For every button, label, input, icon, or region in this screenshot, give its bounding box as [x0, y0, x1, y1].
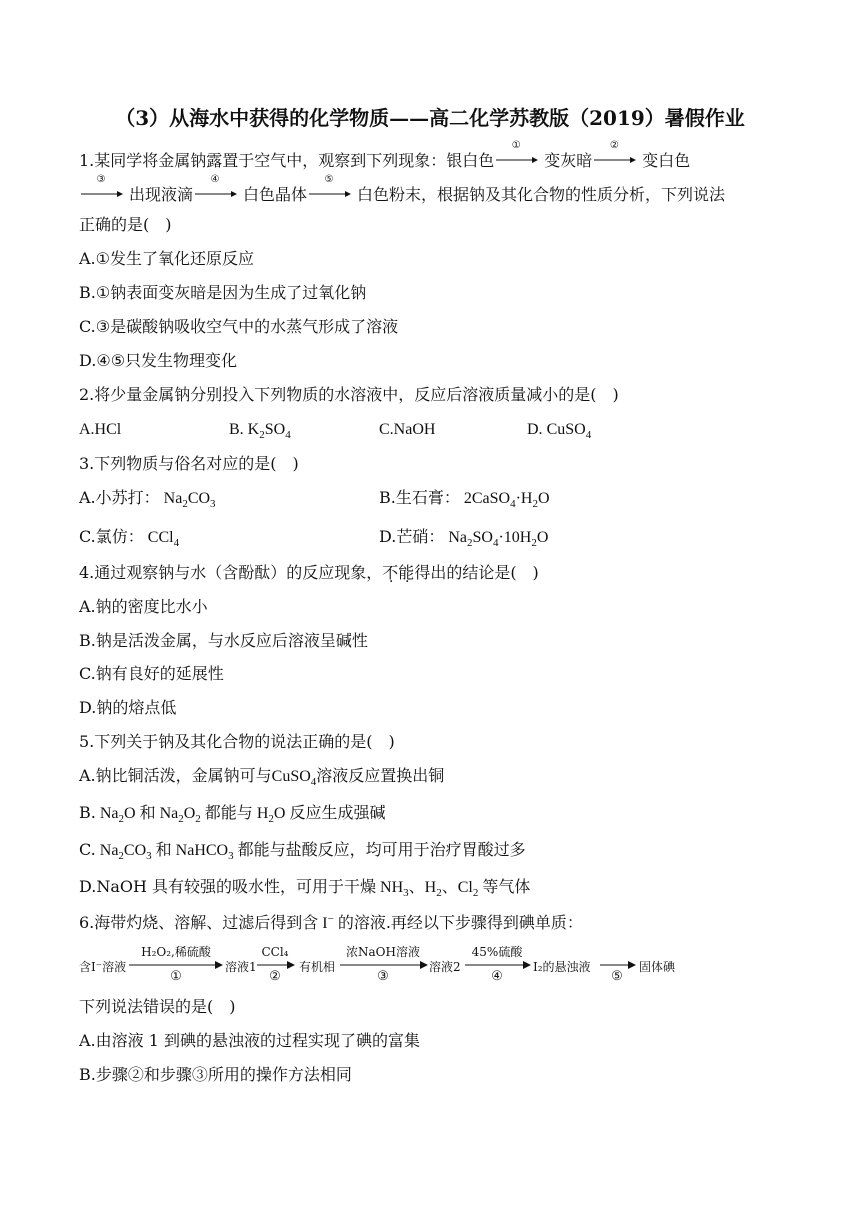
q5-b-f2-3: 2	[195, 813, 201, 825]
reaction-arrow-1	[496, 140, 542, 168]
flow-arrow-2-step: ②	[269, 969, 281, 984]
q1-state-droplets: 出现液滴	[129, 185, 194, 204]
reaction-arrow-2	[594, 140, 640, 168]
q3-option-b	[379, 488, 550, 509]
q3-stem: 3.下列物质与俗名对应的是( )	[79, 454, 299, 473]
q4-option-d: D.钠的熔点低	[79, 698, 177, 717]
arrow-label-5: ⑤	[324, 174, 334, 185]
q4-emphasis-2: 能	[398, 563, 415, 582]
flow-arrow-3-step: ③	[377, 969, 389, 984]
q5-stem: 5.下列关于钠及其化合物的说法正确的是( )	[79, 732, 395, 751]
q5-d-post: 等气体	[482, 877, 531, 896]
q6-stem	[79, 913, 583, 934]
q2-option-b	[229, 420, 291, 440]
q5-option-d	[79, 877, 530, 898]
q1-stem-end: 正确的是( )	[79, 215, 172, 234]
q5-c-post: 都能与盐酸反应，均可用于治疗胃酸过多	[237, 840, 526, 859]
flow-arrow-4-reagent: 45%硫酸	[471, 945, 523, 959]
q1-stem-line2	[79, 174, 726, 205]
q5-c-f1-0: Na	[99, 842, 119, 859]
q5-option-a	[79, 766, 444, 787]
q5-c-f1-1: 2	[118, 850, 124, 862]
q4-stem-pre: 4.通过观察钠与水（含酚酞）的反应现象，	[79, 563, 383, 582]
flow-arrow-3	[340, 945, 432, 989]
q3-d-f2: SO	[472, 529, 493, 546]
q6-ion-charge: −	[327, 913, 334, 925]
q5-option-b	[79, 803, 385, 824]
q3-d-f4: ·10H	[498, 529, 532, 546]
q5-d-sep1: 、	[408, 877, 425, 896]
q3-b-text: B.生石膏：	[379, 488, 460, 507]
q5-b-and: 和	[139, 803, 156, 822]
flow-node-solution2: 溶液2	[429, 960, 461, 974]
q4-option-b: B.钠是活泼金属，与水反应后溶液呈碱性	[79, 631, 368, 650]
q3-option-a	[79, 488, 216, 509]
q1-stem-tail: 白色粉末，根据钠及其化合物的性质分析，下列说法	[357, 185, 726, 204]
q4-stem-post: 得出的结论是( )	[414, 563, 539, 582]
q3-b-f1: 4	[510, 498, 516, 510]
q5-b-f2-1: 2	[178, 813, 184, 825]
q5-a-f0: CuSO	[271, 768, 311, 785]
q6-stem-post: 的溶液.再经以下步骤得到碘单质：	[337, 913, 583, 932]
q5-b-post: 反应生成强碱	[289, 803, 386, 822]
q1-option-b: B.①钠表面变灰暗是因为生成了过氧化钠	[79, 283, 367, 302]
q5-b-mid: 都能与	[204, 803, 253, 822]
q2-b-f0: K	[247, 421, 260, 438]
q5-d-cl2: Cl	[457, 879, 473, 896]
q3-c-f1: 4	[173, 537, 180, 549]
q2-b-f3: 4	[285, 429, 291, 441]
q5-b-f2-2: O	[183, 805, 196, 822]
flow-node-suspension: I₂的悬浊液	[533, 960, 591, 974]
q5-d-h2-sub: 2	[436, 887, 442, 899]
q3-option-d	[379, 527, 548, 548]
q3-b-f0: 2CaSO	[463, 490, 511, 507]
q1-state-dim: 变灰暗	[544, 151, 593, 170]
q1-option-c: C.③是碳酸钠吸收空气中的水蒸气形成了溶液	[79, 317, 399, 336]
q2-option-a: A.HCl	[79, 421, 122, 438]
q2-stem: 2.将少量金属钠分别投入下列物质的水溶液中，反应后溶液质量减小的是( )	[79, 385, 619, 404]
q6-stem-pre: 6.海带灼烧、溶解、过滤后得到含	[79, 913, 319, 932]
q3-d-f3: 4	[492, 537, 499, 549]
flow-arrow-5-step: ⑤	[611, 969, 623, 984]
reaction-arrow-5	[309, 174, 355, 202]
q5-b-f3-0: H	[256, 805, 269, 822]
q2-b-f2: SO	[264, 421, 286, 438]
arrow-label-2: ②	[609, 140, 619, 151]
q5-d-sep2: 、	[441, 877, 458, 896]
q2-b-prefix: B.	[229, 421, 244, 438]
flow-arrow-4-step: ④	[491, 969, 503, 984]
q4-emphasis-1: 不	[382, 563, 399, 582]
q3-d-text: D.芒硝：	[379, 527, 445, 546]
arrow-label-3: ③	[96, 174, 106, 185]
q5-b-f1-1: 2	[118, 813, 124, 825]
flow-arrow-2-reagent: CCl₄	[261, 945, 289, 959]
q3-option-c	[79, 527, 179, 548]
page-title: （3）从海水中获得的化学物质——高二化学苏教版（2019）暑假作业	[115, 106, 745, 130]
q5-d-cl2-sub: 2	[472, 887, 479, 899]
arrow-label-1: ①	[511, 140, 521, 151]
q6-option-b: B.步骤②和步骤③所用的操作方法相同	[79, 1065, 352, 1084]
q3-a-f2: CO	[187, 490, 211, 507]
iodine-extraction-flow	[79, 945, 719, 989]
flow-node-start: 含I⁻溶液	[79, 960, 127, 974]
q1-stem-line1	[79, 140, 691, 171]
flow-node-solution1: 溶液1	[225, 960, 257, 974]
q3-a-f3: 3	[210, 498, 216, 510]
q3-c-text: C.氯仿：	[79, 527, 144, 546]
q5-c-f1-3: 3	[146, 850, 152, 862]
q2-d-f1: 4	[585, 429, 592, 441]
q5-d-pre: D.NaOH 具有较强的吸水性，可用于干燥	[79, 877, 377, 896]
q4-option-c: C.钠有良好的延展性	[79, 664, 224, 683]
q4-stem	[79, 563, 539, 583]
q2-d-prefix: D.	[527, 421, 543, 438]
q1-option-a: A.①发生了氧化还原反应	[79, 249, 254, 268]
q3-d-f5: 2	[531, 537, 537, 549]
q4-option-a: A.钠的密度比水小	[79, 597, 208, 616]
q3-c-f0: CCl	[147, 529, 174, 546]
flow-arrow-1	[129, 945, 229, 989]
flow-arrow-4	[465, 945, 535, 989]
q5-d-nh3-sub: 3	[403, 887, 409, 899]
q5-option-c	[79, 840, 526, 861]
flow-node-organic: 有机相	[299, 960, 336, 974]
arrow-label-4: ④	[210, 174, 220, 185]
q3-a-f1: 2	[182, 498, 188, 510]
q5-b-f3-1: 2	[268, 813, 274, 825]
flow-arrow-1-reagent: H₂O₂,稀硫酸	[141, 945, 211, 959]
flow-arrow-5	[600, 945, 640, 989]
q5-c-f2-0: NaHCO	[175, 842, 229, 859]
q6-ion: I	[322, 915, 328, 932]
q3-b-f4: O	[537, 490, 550, 507]
q2-option-c: C.NaOH	[379, 421, 436, 438]
q5-c-pre: C.	[79, 840, 96, 859]
reaction-arrow-4	[195, 174, 241, 202]
q1-state-crystal: 白色晶体	[243, 185, 308, 204]
q5-a-pre: A.钠比铜活泼，金属钠可与	[79, 766, 272, 785]
q5-d-nh3: NH	[380, 879, 404, 896]
q6-ask: 下列说法错误的是( )	[79, 997, 236, 1016]
q6-option-a: A.由溶液 1 到碘的悬浊液的过程实现了碘的富集	[79, 1031, 420, 1050]
q1-option-d: D.④⑤只发生物理变化	[79, 351, 238, 370]
q3-d-f0: Na	[448, 529, 468, 546]
q3-b-f2: ·H	[515, 490, 533, 507]
flow-node-solid-iodine: 固体碘	[639, 960, 676, 974]
q5-b-f1-0: Na	[99, 805, 119, 822]
q3-d-f1: 2	[467, 537, 473, 549]
q5-b-f2-0: Na	[159, 805, 179, 822]
q1-state-white: 变白色	[642, 151, 691, 170]
q3-a-text: A.小苏打：	[79, 488, 160, 507]
q5-c-f1-2: CO	[123, 842, 147, 859]
q2-b-f1: 2	[259, 429, 265, 441]
q3-a-f0: Na	[163, 490, 183, 507]
q5-c-and: 和	[155, 840, 172, 859]
q5-b-pre: B.	[79, 803, 96, 822]
reaction-arrow-3	[81, 174, 127, 202]
flow-arrow-3-reagent: 浓NaOH溶液	[346, 945, 420, 959]
q5-c-f2-1: 3	[228, 850, 234, 862]
q5-b-f1-2: O	[124, 805, 136, 822]
q1-stem-start: 1.某同学将金属钠露置于空气中，观察到下列现象：银白色	[79, 151, 495, 170]
q5-d-h2: H	[424, 879, 437, 896]
q5-b-f3-2: O	[273, 805, 286, 822]
q3-d-f6: O	[536, 529, 549, 546]
flow-arrow-1-step: ①	[170, 969, 182, 984]
q5-a-post: 溶液反应置换出铜	[316, 766, 445, 785]
q2-d-f0: CuSO	[546, 421, 586, 438]
q5-a-f1: 4	[310, 776, 317, 788]
flow-arrow-2	[257, 945, 299, 989]
q2-option-d	[527, 420, 591, 440]
q3-b-f3: 2	[532, 498, 538, 510]
